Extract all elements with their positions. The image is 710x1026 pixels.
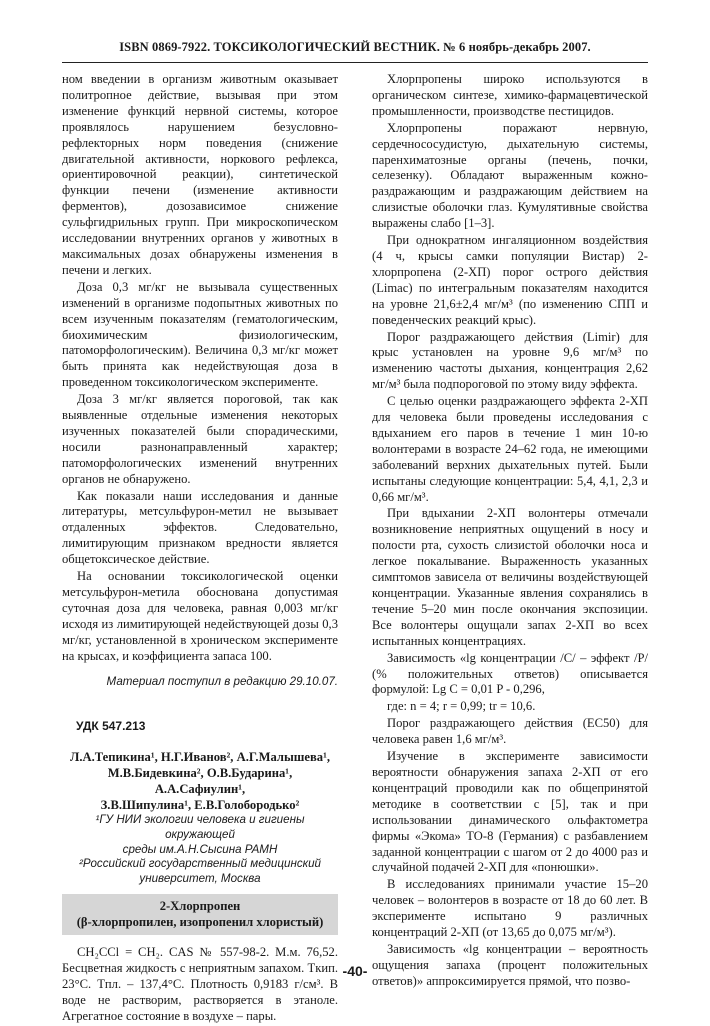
paragraph: Как показали наши исследования и данные литературы, метсульфурон-метил не вызывает отдаленных эффектов. Следовательно, лимитирующим признаком вредности является общетоксическое действие. bbox=[62, 488, 338, 567]
paragraph: Зависимость «lg концентрации /С/ – эффект /Р/ (% положительных ответов) описывается формулой: Lg C = 0,01 P - 0,296, bbox=[372, 650, 648, 697]
author-list bbox=[62, 749, 338, 813]
header-rule bbox=[62, 62, 648, 63]
page-number: -40- bbox=[342, 963, 368, 979]
right-column bbox=[372, 72, 648, 991]
paragraph: Доза 0,3 мг/кг не вызывала существенных изменений в организме подопытных животных по всем изученным показателям (гематологическим, биохимическим физиологическим, патоморфологическим). Величина 0,3 мг/кг может быть принята как недействующая доза в проведенном токсикологическом эксперименте. bbox=[62, 279, 338, 390]
paragraph: В исследованиях принимали участие 15–20 человек – волонтеров в возрасте от 18 до 60 лет. В эксперименте испытано 9 различных концентраций 2-ХП (от 13,65 до 0,075 мг/м³). bbox=[372, 877, 648, 940]
paragraph: ном введении в организм животным оказывает политропное действие, вызывая при этом изменение функций нервной системы, которое проявлялось нарушением безусловно-рефлекторных норм поведения (снижение двигательной активности, норкового рефлекса, ориентировочной реакции), синтетической функции печени (изменение активности ферментов), дозозависимое снижение сульфгидрильных групп. При микроскопическом исследовании внутренних органов у животных в максимальных дозах обнаружены изменения в печени и легких. bbox=[62, 72, 338, 277]
paragraph: Изучение в эксперименте зависимости вероятности обнаружения запаха 2-ХП от его концентраций проводили как по общепринятой методике в соответствии с [5], так и при использовании динамического ольфактометра фирмы «Экома» ТО-8 (Германия) с разбавлением заданной концентрации с шагом от 2 до 4000 раз и случайной подачей 2-ХП для «понюшки». bbox=[372, 749, 648, 875]
paragraph: Хлорпропены поражают нервную, сердечнососудистую, дыхательную системы, паренхиматозные органы (печень, почки, селезенку). Обладают выраженным кожно-раздражающим и раздражающим действием на слизистые оболочки глаз. Кумулятивные свойства выражены слабо [1–3]. bbox=[372, 120, 648, 231]
udk-code: УДК 547.213 bbox=[76, 719, 146, 734]
article-title: 2-Хлорпропен bbox=[159, 899, 241, 914]
paragraph: Порог раздражающего действия (EC50) для человека равен 1,6 мг/м³. bbox=[372, 716, 648, 747]
left-column bbox=[62, 72, 338, 1026]
paragraph: Доза 3 мг/кг является пороговой, так как выявленные отдельные изменения некоторых изученных показателей были спорадическими, носили разнонаправленный характер; патоморфологических изменений внутренних органов не обнаружено. bbox=[62, 392, 338, 486]
affiliation-line: среды им.А.Н.Сысина РАМН bbox=[122, 842, 278, 856]
author-line: З.В.Шипулина¹, Е.В.Голобородько² bbox=[100, 798, 300, 813]
paragraph: Хлорпропены широко используются в органическом синтезе, химико-фармацевтической промышленности, производстве пестицидов. bbox=[372, 72, 648, 118]
paragraph: При вдыхании 2-ХП волонтеры отмечали возникновение неприятных ощущений в носу и полости рта, сухость слизистой оболочки носа и легкое покалывание. Выраженность указанных симптомов зависела от величины воздействующей концентрации. Указанные явления сохранялись в течение 5–20 мин после окончания экспозиции. Все волонтеры ощущали запах 2-ХП во всех испытанных концентрациях. bbox=[372, 506, 648, 648]
received-note: Материал поступил в редакцию 29.10.07. bbox=[106, 674, 338, 688]
paragraph: С целью оценки раздражающего эффекта 2-ХП для человека были проведены исследования с вдыханием его паров в течение 1 мин 10-ю волонтерами в возрасте 24–62 года, не имеющими заболеваний верхних дыхательных путей. Были испытаны следующие концентрации: 5,4, 4,1, 2,3 и 0,66 мг/м³. bbox=[372, 394, 648, 504]
article-title-box bbox=[62, 894, 338, 935]
paragraph: Зависимость «lg концентрации – вероятность ощущения запаха (процент положительных ответов)» аппроксимируется прямой, что позво- bbox=[372, 941, 648, 988]
journal-header: ISBN 0869-7922. ТОКСИКОЛОГИЧЕСКИЙ ВЕСТНИК. № 6 ноябрь-декабрь 2007. bbox=[119, 40, 591, 54]
author-line: М.В.Бидевкина², О.В.Бударина¹, А.А.Сафиулин¹, bbox=[107, 766, 293, 797]
author-line: Л.А.Тепикина¹, Н.Г.Иванов², А.Г.Малышева¹, bbox=[69, 750, 331, 765]
paragraph: При однократном ингаляционном воздействия (4 ч, крысы самки популяции Вистар) 2-хлорпропена (2-ХП) порог острого действия (Limac) по интегральным показателям находится на уровне 21,6±2,4 мг/м³ (по изменению СПП и поведенческих реакций крыс). bbox=[372, 233, 648, 327]
formula-note: где: n = 4; r = 0,99; tr = 10,6. bbox=[387, 699, 536, 714]
affiliation-line: ¹ГУ НИИ экологии человека и гигиены окружающей bbox=[95, 813, 305, 841]
affiliation-line: университет, Москва bbox=[139, 871, 261, 885]
article-subtitle: (β-хлорпропилен, изопропенил хлористый) bbox=[76, 915, 324, 930]
affiliation-line: ²Российский государственный медицинский bbox=[79, 857, 321, 871]
paragraph: Порог раздражающего действия (Limir) для крыс установлен на уровне 9,6 мг/м³ по изменению частоты дыхания, концентрация 2,62 мг/м³ была подпороговой по этому виду эффекта. bbox=[372, 329, 648, 392]
substance-description: CH₂CCl = CH₂. CAS № 557-98-2. М.м. 76,52. Бесцветная жидкость с неприятным запахом. Tкип. 23°С. Tпл. – 137,4°С. Плотность 0,9183 г/см³. В воде не растворим, растворяется в этаноле. Агрегатное состояние в воздухе – пары. bbox=[62, 945, 338, 1023]
affiliations bbox=[62, 813, 338, 886]
paragraph: На основании токсикологической оценки метсульфурон-метила обоснована допустимая суточная доза для человека, равная 0,003 мг/кг исходя из лимитирующей недействующей дозы 0,3 мг/кг, установленной в хроническом эксперименте на крысах, и коэффициента запаса 100. bbox=[62, 569, 338, 663]
